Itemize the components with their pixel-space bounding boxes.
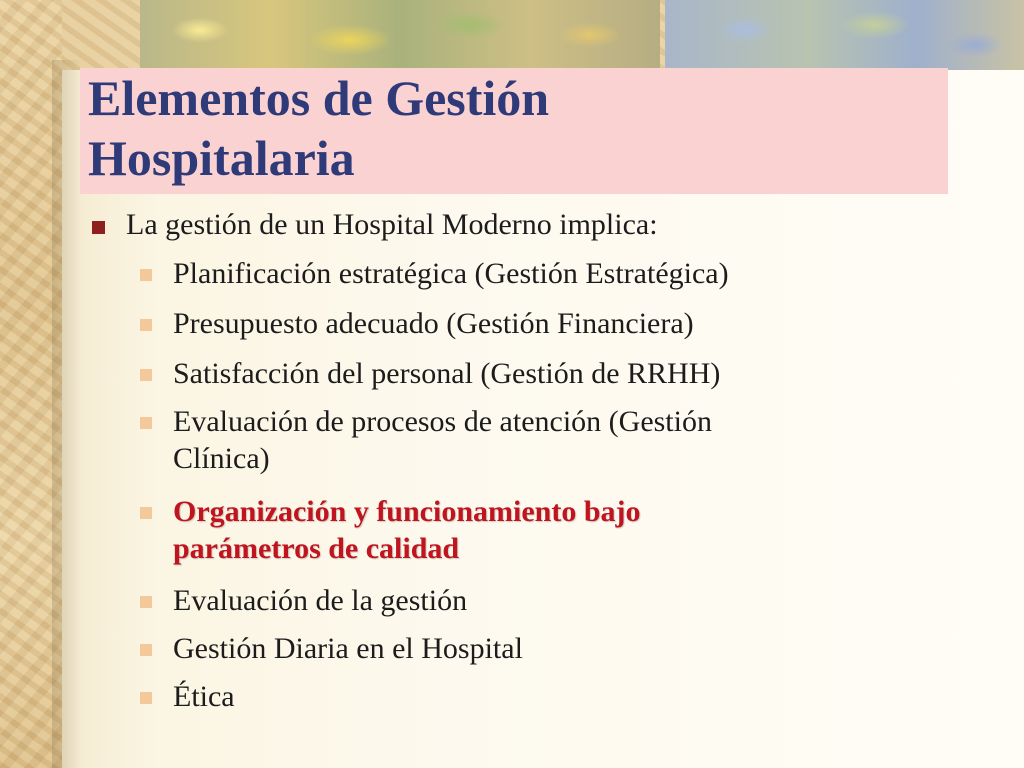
sub-bullet-line: Evaluación de la gestión	[173, 584, 468, 617]
sub-bullet-marker	[140, 692, 152, 704]
sub-bullet-marker	[140, 417, 152, 429]
sub-bullet-marker	[140, 319, 152, 331]
sub-bullet-line: parámetros de calidad	[173, 532, 460, 565]
left-strip-shadow	[52, 60, 82, 768]
floral-decoration-image-right	[665, 0, 1024, 70]
sub-bullet-line: Evaluación de procesos de atención (Gestión	[173, 405, 712, 438]
sub-bullet-item	[173, 305, 973, 342]
slide-title-line-1: Elementos de Gestión	[88, 70, 550, 126]
sub-bullet-line: Ética	[173, 680, 235, 713]
sub-bullet-line: Satisfacción del personal (Gestión de RRHH)	[173, 357, 721, 390]
sub-bullet-item-highlighted	[173, 493, 973, 567]
sub-bullet-item	[173, 355, 973, 392]
sub-bullet-marker	[140, 507, 152, 519]
sub-bullet-item	[173, 678, 973, 715]
sub-bullet-item	[173, 403, 973, 477]
slide-title-line-2: Hospitalaria	[88, 130, 355, 186]
sub-bullet-marker	[140, 369, 152, 381]
sub-bullet-line: Presupuesto adecuado (Gestión Financiera)	[173, 307, 694, 340]
sub-bullet-line: Organización y funcionamiento bajo	[173, 495, 641, 528]
slide-title	[88, 68, 948, 188]
sub-bullet-item	[173, 582, 973, 619]
sub-bullet-item	[173, 255, 973, 292]
main-bullet-marker	[92, 221, 105, 234]
sub-bullet-line: Gestión Diaria en el Hospital	[173, 632, 523, 665]
main-bullet-text: La gestión de un Hospital Moderno implica:	[126, 208, 658, 241]
sub-bullet-marker	[140, 596, 152, 608]
floral-decoration-image	[140, 0, 660, 70]
sub-bullet-line: Clínica)	[173, 442, 270, 475]
sub-bullet-marker	[140, 644, 152, 656]
sub-bullet-line: Planificación estratégica (Gestión Estratégica)	[173, 257, 729, 290]
sub-bullet-item	[173, 630, 973, 667]
sub-bullet-marker	[140, 269, 152, 281]
